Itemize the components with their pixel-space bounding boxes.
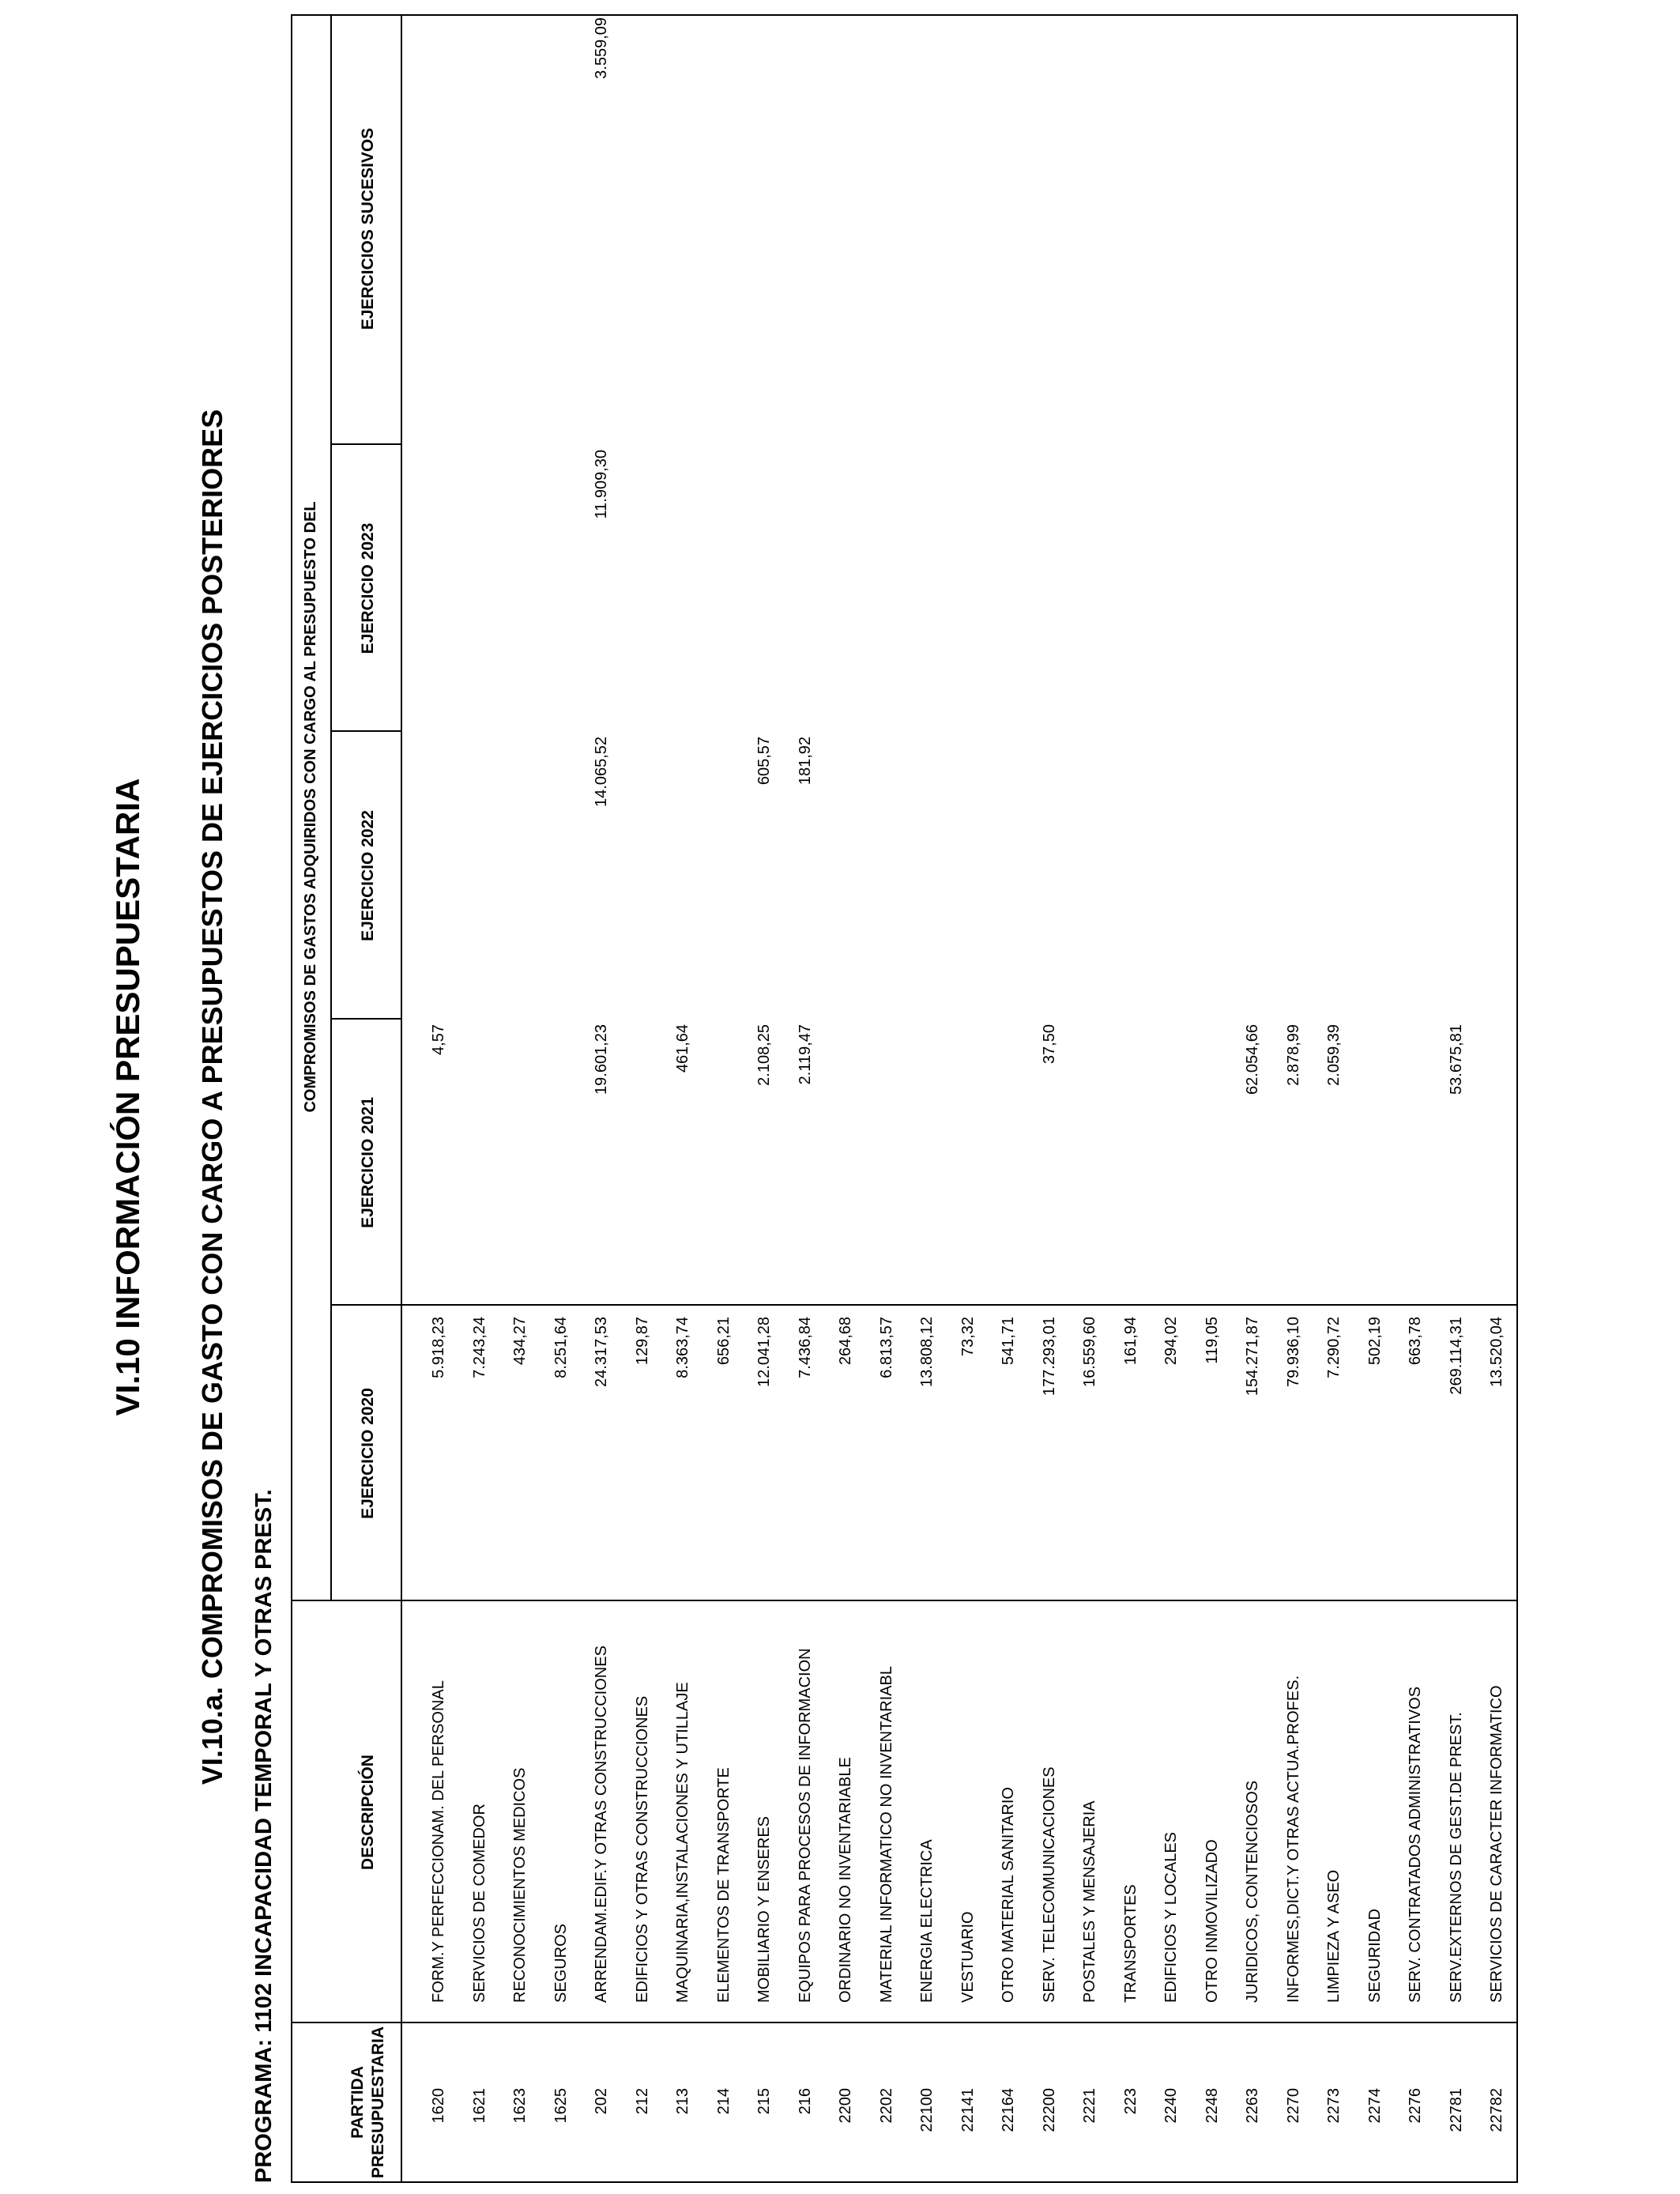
cell-descripcion: ENERGIA ELECTRICA bbox=[918, 1839, 936, 2003]
cell-partida: 2276 bbox=[1407, 2088, 1424, 2124]
column-divider bbox=[292, 2022, 1516, 2023]
cell-ejercicio-2020: 264,68 bbox=[837, 1317, 854, 1366]
cell-descripcion: ELEMENTOS DE TRANSPORTE bbox=[714, 1767, 733, 2003]
cell-descripcion: FORM.Y PERFECCIONAM. DEL PERSONAL bbox=[430, 1680, 447, 2003]
cell-descripcion: OTRO MATERIAL SANITARIO bbox=[1000, 1787, 1017, 2003]
cell-partida: 22164 bbox=[1000, 2088, 1017, 2132]
cell-partida: 214 bbox=[714, 2088, 733, 2115]
cell-ejercicio-2020: 129,87 bbox=[633, 1317, 651, 1366]
cell-ejercicio-2020: 79.936,10 bbox=[1284, 1317, 1302, 1387]
header-bottom-line bbox=[401, 16, 402, 2181]
cell-ejercicio-2020: 13.808,12 bbox=[918, 1317, 936, 1387]
cell-ejercicio-2022: 605,57 bbox=[755, 737, 773, 786]
cell-ejercicio-2022: 181,92 bbox=[796, 737, 814, 786]
cell-partida: 216 bbox=[796, 2088, 814, 2115]
cell-ejercicio-2020: 16.559,60 bbox=[1081, 1317, 1098, 1387]
cell-descripcion: ORDINARIO NO INVENTARIABLE bbox=[837, 1757, 854, 2003]
cell-descripcion: JURIDICOS, CONTENCIOSOS bbox=[1244, 1780, 1261, 2003]
cell-descripcion: SERV. CONTRATADOS ADMINISTRATIVOS bbox=[1407, 1686, 1424, 2003]
cell-ejercicio-2020: 177.293,01 bbox=[1040, 1317, 1058, 1397]
cell-descripcion: SERVICIOS DE CARACTER INFORMATICO bbox=[1488, 1685, 1505, 2003]
cell-descripcion: LIMPIEZA Y ASEO bbox=[1325, 1869, 1343, 2003]
cell-ejercicio-2020: 5.918,23 bbox=[430, 1317, 447, 1378]
cell-ejercicio-2020: 161,94 bbox=[1121, 1317, 1139, 1366]
header-divider bbox=[330, 16, 332, 1601]
cell-descripcion: ARRENDAM.EDIF.Y OTRAS CONSTRUCCIONES bbox=[593, 1646, 610, 2003]
cell-ejercicio-2020: 119,05 bbox=[1203, 1317, 1221, 1364]
header-ejercicio-2023: EJERCICIO 2023 bbox=[359, 522, 377, 654]
program-label: PROGRAMA: 1102 INCAPACIDAD TEMPORAL Y OTRAS PREST. bbox=[251, 1489, 277, 2183]
cell-partida: 223 bbox=[1121, 2088, 1139, 2115]
cell-descripcion: EDIFICIOS Y LOCALES bbox=[1162, 1831, 1180, 2003]
cell-partida: 2221 bbox=[1081, 2088, 1098, 2124]
cell-ejercicio-2021: 2.059,39 bbox=[1325, 1024, 1343, 1086]
cell-descripcion: VESTUARIO bbox=[959, 1911, 977, 2003]
cell-partida: 2202 bbox=[877, 2088, 895, 2124]
cell-ejercicio-2020: 434,27 bbox=[511, 1317, 529, 1366]
cell-descripcion: MOBILIARIO Y ENSERES bbox=[755, 1815, 773, 2003]
cell-descripcion: SERV. TELECOMUNICACIONES bbox=[1040, 1766, 1058, 2003]
cell-descripcion: POSTALES Y MENSAJERIA bbox=[1081, 1800, 1098, 2003]
commitments-table bbox=[291, 14, 1518, 2183]
header-partida-line2: PRESUPUESTARIA bbox=[369, 2026, 387, 2179]
cell-partida: 1621 bbox=[470, 2088, 488, 2124]
cell-ejercicio-2020: 656,21 bbox=[714, 1317, 733, 1366]
cell-descripcion: INFORMES,DICT.Y OTRAS ACTUA.PROFES. bbox=[1284, 1675, 1302, 2003]
cell-ejercicio-2020: 502,19 bbox=[1365, 1317, 1384, 1366]
cell-descripcion: MATERIAL INFORMATICO NO INVENTARIABL bbox=[877, 1666, 895, 2003]
cell-ejercicio-2020: 12.041,28 bbox=[755, 1317, 773, 1387]
cell-partida: 1620 bbox=[430, 2088, 447, 2124]
cell-ejercicio-2020: 294,02 bbox=[1162, 1317, 1180, 1366]
cell-partida: 22781 bbox=[1447, 2088, 1465, 2132]
cell-ejercicio-2020: 7.243,24 bbox=[470, 1317, 488, 1378]
cell-partida: 2273 bbox=[1325, 2088, 1343, 2124]
cell-ejercicios-sucesivos: 3.559,09 bbox=[593, 17, 610, 79]
header-ejercicios-sucesivos: EJERCICIOS SUCESIVOS bbox=[359, 127, 377, 330]
cell-ejercicio-2023: 11.909,30 bbox=[593, 450, 610, 519]
header-ejercicio-2022: EJERCICIO 2022 bbox=[359, 810, 377, 941]
cell-ejercicio-2021: 37,50 bbox=[1040, 1024, 1058, 1065]
page-title: VI.10 INFORMACIÓN PRESUPUESTARIA bbox=[109, 778, 146, 1416]
cell-ejercicio-2021: 53.675,81 bbox=[1447, 1024, 1465, 1095]
cell-descripcion: EDIFICIOS Y OTRAS CONSTRUCCIONES bbox=[633, 1695, 651, 2003]
cell-ejercicio-2022: 14.065,52 bbox=[593, 737, 610, 807]
cell-ejercicio-2020: 24.317,53 bbox=[593, 1317, 610, 1387]
header-ejercicio-2020: EJERCICIO 2020 bbox=[359, 1388, 377, 1519]
cell-ejercicio-2020: 154.271,87 bbox=[1244, 1317, 1261, 1397]
cell-partida: 22200 bbox=[1040, 2088, 1058, 2132]
cell-descripcion: SEGURIDAD bbox=[1365, 1909, 1384, 2003]
page-subtitle: VI.10.a. COMPROMISOS DE GASTO CON CARGO A PRESUPUESTOS DE EJERCICIOS POSTERIORES bbox=[196, 409, 228, 1785]
header-ejercicio-2021: EJERCICIO 2021 bbox=[359, 1097, 377, 1228]
cell-ejercicio-2021: 2.119,47 bbox=[796, 1024, 814, 1085]
cell-partida: 1623 bbox=[511, 2088, 529, 2124]
cell-descripcion: MAQUINARIA,INSTALACIONES Y UTILLAJE bbox=[674, 1682, 691, 2003]
cell-partida: 2240 bbox=[1162, 2088, 1180, 2124]
cell-descripcion: EQUIPOS PARA PROCESOS DE INFORMACION bbox=[796, 1648, 814, 2003]
cell-ejercicio-2020: 7.436,84 bbox=[796, 1317, 814, 1378]
cell-partida: 2200 bbox=[837, 2088, 854, 2124]
cell-partida: 215 bbox=[755, 2088, 773, 2115]
header-partida-line1: PARTIDA bbox=[348, 2066, 367, 2139]
cell-ejercicio-2020: 8.251,64 bbox=[552, 1317, 570, 1378]
cell-partida: 2248 bbox=[1203, 2088, 1221, 2124]
header-descripcion: DESCRIPCIÓN bbox=[359, 1755, 377, 1870]
cell-ejercicio-2021: 2.878,99 bbox=[1284, 1024, 1302, 1086]
header-partida bbox=[348, 2023, 389, 2181]
cell-partida: 22782 bbox=[1488, 2088, 1505, 2132]
cell-partida: 22141 bbox=[959, 2088, 977, 2132]
cell-ejercicio-2020: 663,78 bbox=[1407, 1317, 1424, 1366]
cell-descripcion: SERVICIOS DE COMEDOR bbox=[470, 1804, 488, 2003]
cell-descripcion: RECONOCIMIENTOS MEDICOS bbox=[511, 1767, 529, 2003]
cell-partida: 212 bbox=[633, 2088, 651, 2115]
cell-ejercicio-2020: 269.114,31 bbox=[1447, 1317, 1465, 1395]
cell-descripcion: OTRO INMOVILIZADO bbox=[1203, 1839, 1221, 2003]
cell-ejercicio-2020: 541,71 bbox=[1000, 1317, 1017, 1366]
cell-partida: 1625 bbox=[552, 2088, 570, 2124]
cell-partida: 202 bbox=[593, 2088, 610, 2115]
cell-descripcion: SEGUROS bbox=[552, 1923, 570, 2003]
cell-ejercicio-2020: 7.290,72 bbox=[1325, 1317, 1343, 1378]
cell-ejercicio-2020: 13.520,04 bbox=[1488, 1317, 1505, 1387]
cell-ejercicio-2020: 6.813,57 bbox=[877, 1317, 895, 1378]
cell-ejercicio-2020: 73,32 bbox=[959, 1317, 977, 1357]
cell-partida: 2263 bbox=[1244, 2088, 1261, 2124]
cell-ejercicio-2021: 19.601,23 bbox=[593, 1024, 610, 1095]
cell-partida: 213 bbox=[674, 2088, 691, 2115]
header-group: COMPROMISOS DE GASTOS ADQUIRIDOS CON CARGO AL PRESUPUESTO DEL bbox=[302, 501, 319, 1113]
cell-ejercicio-2021: 62.054,66 bbox=[1244, 1024, 1261, 1095]
cell-ejercicio-2021: 4,57 bbox=[430, 1024, 447, 1055]
cell-partida: 2270 bbox=[1284, 2088, 1302, 2124]
cell-ejercicio-2021: 461,64 bbox=[674, 1024, 691, 1073]
cell-partida: 22100 bbox=[918, 2088, 936, 2132]
cell-partida: 2274 bbox=[1365, 2088, 1384, 2124]
cell-descripcion: TRANSPORTES bbox=[1121, 1884, 1139, 2003]
cell-ejercicio-2021: 2.108,25 bbox=[755, 1024, 773, 1086]
cell-ejercicio-2020: 8.363,74 bbox=[674, 1317, 691, 1378]
cell-descripcion: SERV.EXTERNOS DE GEST.DE PREST. bbox=[1447, 1712, 1465, 2003]
